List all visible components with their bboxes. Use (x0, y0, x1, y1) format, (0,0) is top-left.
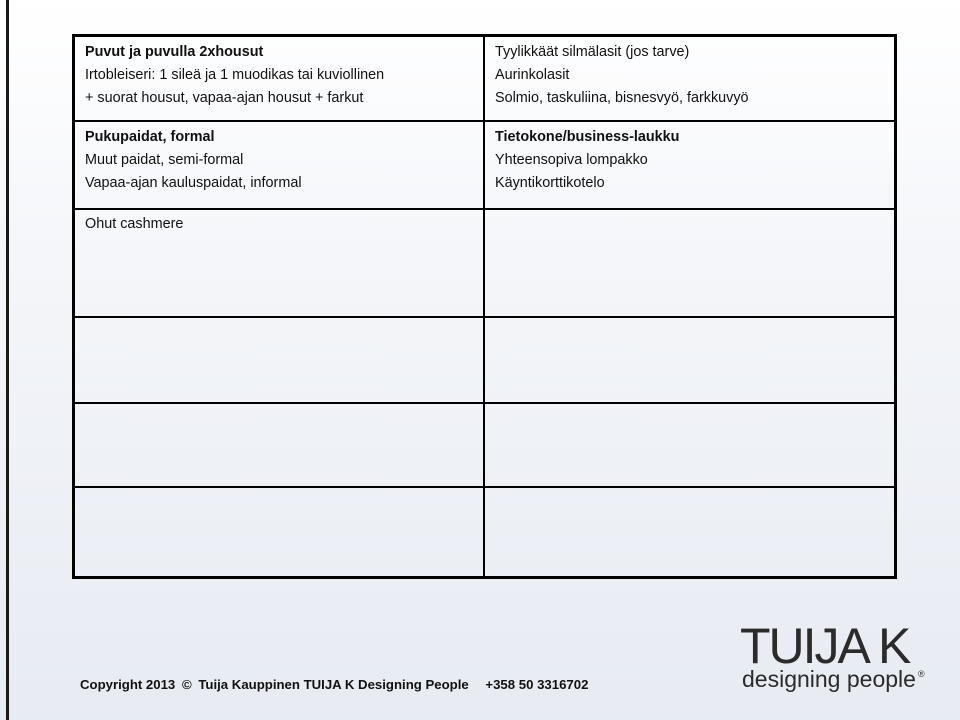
footer-copyright: Copyright 2013 (80, 677, 176, 692)
row-divider (75, 208, 894, 210)
tuija-k-logo (740, 620, 940, 700)
column-divider (483, 37, 485, 576)
cell-suits-title: Puvut ja puvulla 2xhousut (85, 44, 264, 60)
cell-suits-line: + suorat housut, vapaa-ajan housut + farkut (85, 90, 364, 106)
cell-bags (495, 126, 679, 195)
cell-suits (85, 41, 384, 110)
row-divider (75, 402, 894, 404)
cell-bags-line: Käyntikorttikotelo (495, 175, 605, 191)
left-edge-rule (6, 0, 9, 720)
footer-phone: +358 50 3316702 (485, 677, 589, 692)
registered-mark: ® (918, 669, 925, 679)
cell-bags-line: Yhteensopiva lompakko (495, 152, 648, 168)
cell-accessories-line: Solmio, taskuliina, bisnesvyö, farkkuvyö (495, 90, 749, 106)
footer-owner: Tuija Kauppinen TUIJA K Designing People (198, 677, 469, 692)
cell-shirts (85, 126, 302, 195)
logo-wordmark: TUIJA K (740, 618, 910, 674)
cell-shirts-line: Vapaa-ajan kauluspaidat, informal (85, 175, 302, 191)
cell-accessories-line: Tyylikkäät silmälasit (jos tarve) (495, 44, 690, 60)
row-divider (75, 316, 894, 318)
cell-shirts-line: Muut paidat, semi-formal (85, 152, 244, 168)
row-divider (75, 486, 894, 488)
row-divider (75, 120, 894, 122)
wardrobe-table (72, 34, 897, 579)
cell-knitwear-line: Ohut cashmere (85, 216, 184, 232)
copyright-symbol: © (181, 677, 192, 692)
cell-suits-line: Irtobleiseri: 1 sileä ja 1 muodikas tai kuviollinen (85, 67, 385, 83)
cell-shirts-title: Pukupaidat, formal (85, 129, 215, 145)
cell-knitwear (85, 213, 183, 236)
cell-bags-title: Tietokone/business-laukku (495, 129, 680, 145)
footer (80, 677, 591, 692)
logo-tagline: designing people (742, 666, 916, 692)
cell-accessories (495, 41, 749, 110)
cell-accessories-line: Aurinkolasit (495, 67, 570, 83)
